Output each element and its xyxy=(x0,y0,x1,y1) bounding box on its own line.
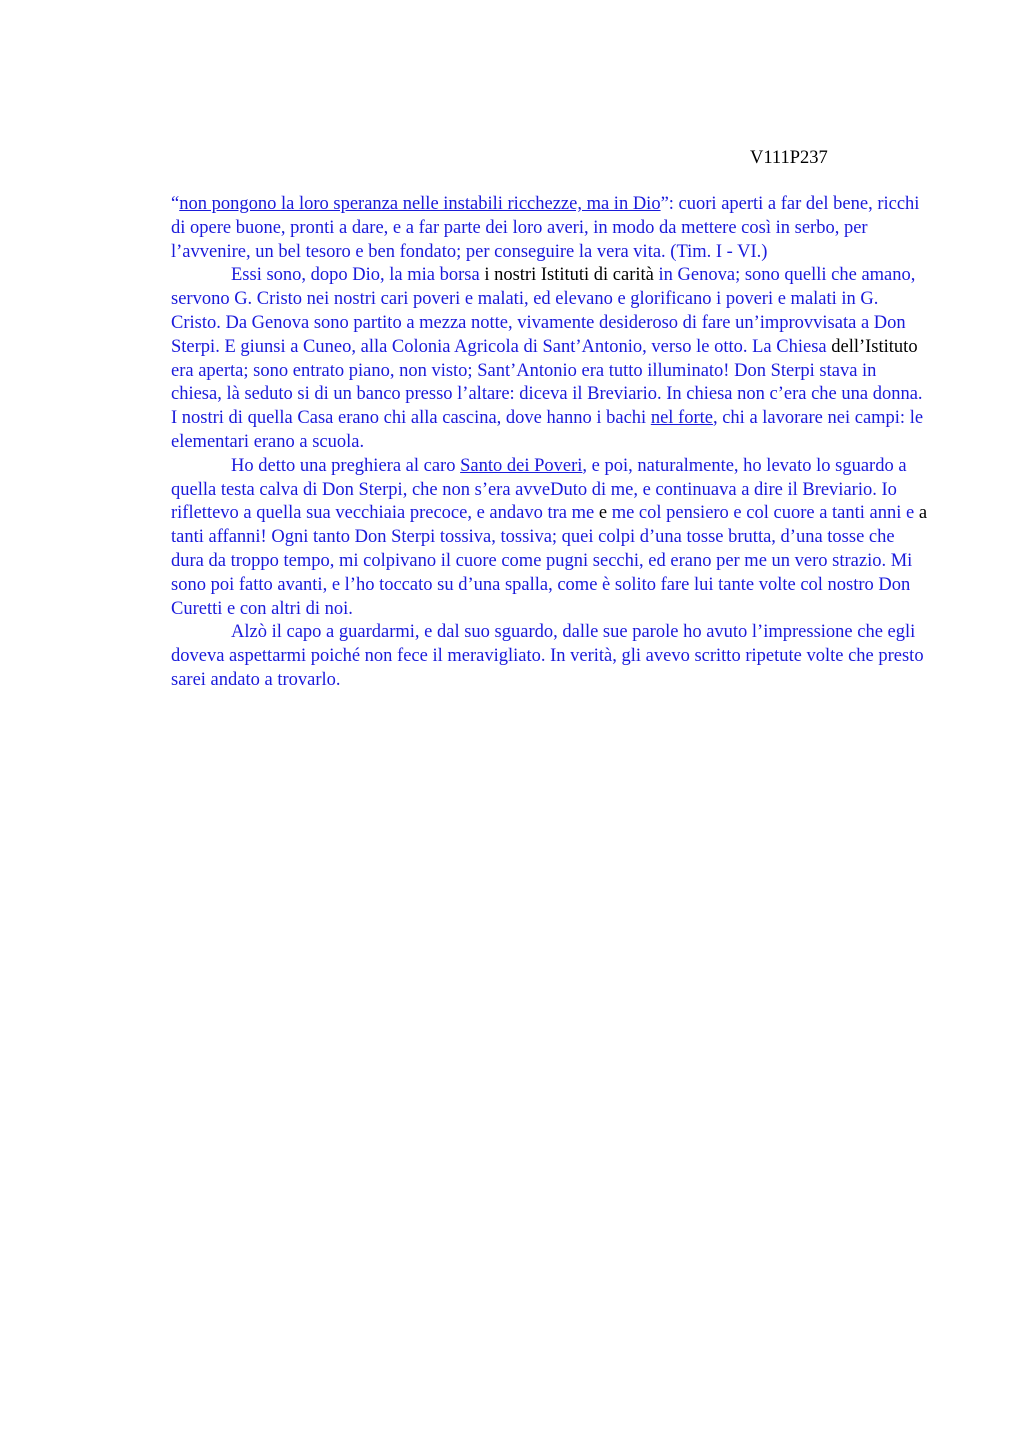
paragraph-4 xyxy=(171,621,931,692)
paragraph-2-text-b: in Genova; sono quelli che amano, servono G. Cristo nei nostri cari poveri e malati, ed elevano e glorificano i poveri e malati in G. Cristo. Da Genova sono partito a mezza notte, vivamente desideroso di fare un’improvvisata a Don Sterpi. E giunsi a Cuneo, alla Colonia Agricola di Sant’Antonio, verso le otto. La Chiesa xyxy=(171,265,916,357)
quoted-scripture: non pongono la loro speranza nelle instabili ricchezze, ma in Dio xyxy=(179,194,661,214)
paragraph-2 xyxy=(171,264,931,454)
paragraph-1 xyxy=(171,193,931,264)
paragraph-3-text-b: , e poi, naturalmente, ho levato lo sguardo a quella testa calva di Don Sterpi, che non s’era avveDuto di me, e continuava a dire il Breviario. Io riflettevo a quella sua vecchiaia precoce, e andavo tra me xyxy=(171,455,907,524)
paragraph-3-text-c: me col pensiero e col cuore a tanti anni e xyxy=(607,503,919,524)
paragraph-2-text-c: era aperta; sono entrato piano, non visto; Sant’Antonio era tutto illuminato! Don Sterpi stava in chiesa, là seduto si di un banco presso l’altare: diceva il Breviario. In chiesa non c’era che una donna. I nostri di quella Casa erano chi alla cascina, dove hanno i bachi xyxy=(171,360,923,429)
paragraph-2-black-b: dell’Istituto xyxy=(831,336,918,357)
paragraph-1-text: ”: cuori aperti a far del bene, ricchi di opere buone, pronti a dare, e a far parte dei loro averi, in modo da mettere così in serbo, per l’avvenire, un bel tesoro e ben fondato; per conseguire la vera vita. (Tim. I - VI.) xyxy=(171,194,920,262)
paragraph-3-text-d: tanti affanni! Ogni tanto Don Sterpi tossiva, tossiva; quei colpi d’una tosse brutta, d’una tosse che dura da troppo tempo, mi colpivano il cuore come pugni secchi, ed erano per me un vero strazio. Mi sono poi fatto avanti, e l’ho toccato su d’una spalla, come è solito fare lui tante volte col nostro Don Curetti e con altri di noi. xyxy=(171,527,913,619)
paragraph-3-black-b: a xyxy=(918,503,928,524)
paragraph-3-text-a: Ho detto una preghiera al caro xyxy=(231,455,461,476)
paragraph-2-underlined: nel forte xyxy=(650,408,713,429)
paragraph-3 xyxy=(171,455,931,622)
paragraph-2-black-a: i nostri Istituti di carità xyxy=(484,265,654,286)
paragraph-2-text-d: , chi a lavorare nei campi: le elementari erano a scuola. xyxy=(171,408,924,452)
paragraph-3-underlined: Santo dei Poveri xyxy=(460,455,583,476)
paragraph-3-black-a: e xyxy=(598,503,608,524)
paragraph-2-text-a: Essi sono, dopo Dio, la mia borsa xyxy=(231,265,485,286)
paragraph-4-text: Alzò il capo a guardarmi, e dal suo sguardo, dalle sue parole ho avuto l’impressione che egli doveva aspettarmi poiché non fece il meravigliato. In verità, gli avevo scritto ripetute volte che presto sarei andato a trovarlo. xyxy=(171,622,924,690)
page-identifier: V111P237 xyxy=(750,148,828,168)
open-quote: “ xyxy=(171,194,180,214)
document-body xyxy=(171,193,931,693)
